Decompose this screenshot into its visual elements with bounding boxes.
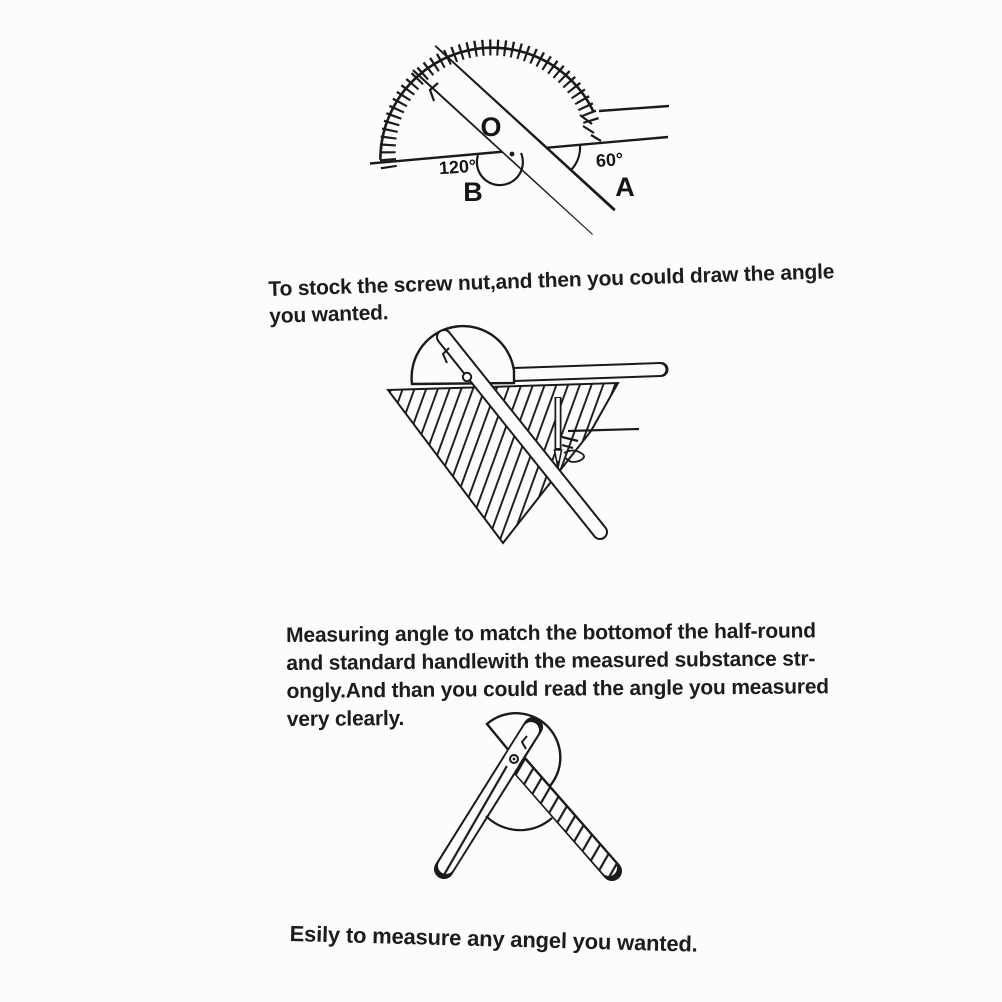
label-angle-60: 60°: [595, 149, 624, 171]
label-origin: O: [480, 112, 502, 142]
pivot-dot: [513, 758, 516, 761]
caption-line: To stock the screw nut,and then you could draw the angle: [268, 260, 835, 301]
caption-line: Measuring angle to match the bottomof the half-round: [286, 619, 816, 647]
figure-protractor-angles: [370, 40, 669, 226]
tool-handle: [514, 370, 661, 375]
measured-angle-arc: [486, 816, 552, 830]
figure-folded-tool: [444, 713, 612, 871]
right-leg: [515, 760, 612, 871]
left-leg: [444, 727, 533, 869]
angle-arc-60: [571, 145, 580, 170]
pivot-screw: [463, 373, 471, 381]
ruler-arm: [421, 55, 607, 226]
caption-line: and standard handlewith the measured substance str-: [286, 647, 816, 675]
ruler-top-edge: [599, 106, 669, 111]
label-point-a: A: [615, 172, 635, 202]
caption-line: very clearly.: [286, 706, 405, 731]
caption-line: ongly.And than you could read the angle you measured: [286, 675, 829, 703]
label-angle-120: 120°: [438, 155, 477, 179]
origin-dot: [510, 152, 515, 157]
label-point-b: B: [463, 177, 483, 207]
caption-line: Esily to measure any angel you wanted.: [289, 920, 698, 957]
figure-measuring-workpiece: [388, 326, 661, 543]
caption-line: you wanted.: [268, 301, 389, 328]
caption-measuring-angle: [286, 617, 829, 734]
